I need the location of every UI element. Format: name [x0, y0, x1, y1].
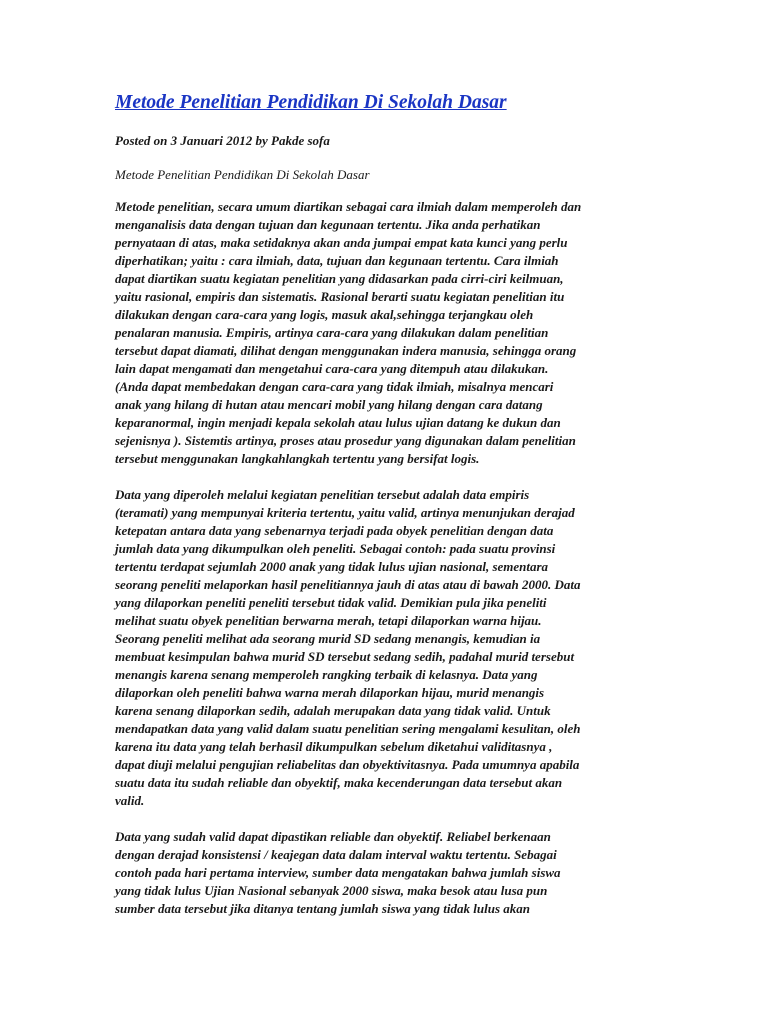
paragraph-2: Data yang diperoleh melalui kegiatan penelitian tersebut adalah data empiris (teramati) yang mempunyai kriteria tertentu, yaitu valid, artinya menunjukan derajad ketepatan antara data yang sebenarnya terjadi pada obyek penelitian dengan data jumlah data yang dikumpulkan oleh peneliti. Sebagai contoh: pada suatu provinsi tertentu terdapat sejumlah 2000 anak yang tidak lulus ujian nasional, sementara seorang peneliti melaporkan hasil penelitiannya jauh di atas atau di bawah 2000. Data yang dilaporkan peneliti peneliti tersebut tidak valid. Demikian pula jika peneliti melihat suatu obyek penelitian berwarna merah, tetapi dilaporkan warna hijau. Seorang peneliti melihat ada seorang murid SD sedang menangis, kemudian ia membuat kesimpulan bahwa murid SD tersebut sedang sedih, padahal murid tersebut menangis karena senang memperoleh rangking terbaik di kelasnya. Data yang dilaporkan oleh peneliti bahwa warna merah dilaporkan hijau, murid menangis karena senang dilaporkan sedih, adalah merupakan data yang tidak valid. Untuk mendapatkan data yang valid dalam suatu penelitian sering mengalami kesulitan, oleh karena itu data yang telah berhasil dikumpulkan sebelum diketahui validitasnya , dapat diuji melalui pengujian reliabelitas dan obyektivitasnya. Pada umumnya apabila suatu data itu sudah reliable dan obyektif, maka kecenderungan data tersebut akan valid.	[115, 487, 581, 808]
paragraph-3: Data yang sudah valid dapat dipastikan reliable dan obyektif. Reliabel berkenaan dengan derajad konsistensi / keajegan data dalam interval waktu tertentu. Sebagai contoh pada hari pertama interview, sumber data mengatakan bahwa jumlah siswa yang tidak lulus Ujian Nasional sebanyak 2000 siswa, maka besok atau lusa pun sumber data tersebut jika ditanya tentang jumlah siswa yang tidak lulus akan	[115, 829, 561, 916]
page-title	[115, 88, 660, 118]
post-meta: Posted on 3 Januari 2012 by Pakde sofa	[115, 133, 330, 148]
article	[115, 88, 660, 918]
title-link[interactable]: Metode Penelitian Pendidikan Di Sekolah Dasar	[115, 92, 507, 113]
paragraph-1: Metode penelitian, secara umum diartikan sebagai cara ilmiah dalam memperoleh dan menganalisis data dengan tujuan dan kegunaan tertentu. Jika anda perhatikan pernyataan di atas, maka setidaknya akan anda jumpai empat kata kunci yang perlu diperhatikan; yaitu : cara ilmiah, data, tujuan dan kegunaan tertentu. Cara ilmiah dapat diartikan suatu kegiatan penelitian yang didasarkan pada cirri-ciri keilmuan, yaitu rasional, empiris dan sistematis. Rasional berarti suatu kegiatan penelitian itu dilakukan dengan cara-cara yang logis, masuk akal,sehingga terjangkau oleh penalaran manusia. Empiris, artinya cara-cara yang dilakukan dalam penelitian tersebut dapat diamati, dilihat dengan menggunakan indera manusia, sehingga orang lain dapat mengamati dan mengetahui cara-cara yang ditempuh atau dilakukan. (Anda dapat membedakan dengan cara-cara yang tidak ilmiah, misalnya mencari anak yang hilang di hutan atau mencari mobil yang hilang dengan cara datang keparanormal, ingin menjadi kepala sekolah atau lulus ujian datang ke dukun dan sejenisnya ). Sistemtis artinya, proses atau prosedur yang digunakan dalam penelitian tersebut menggunakan langkahlangkah tertentu yang bersifat logis.	[115, 199, 582, 466]
article-subtitle: Metode Penelitian Pendidikan Di Sekolah Dasar	[115, 167, 370, 182]
